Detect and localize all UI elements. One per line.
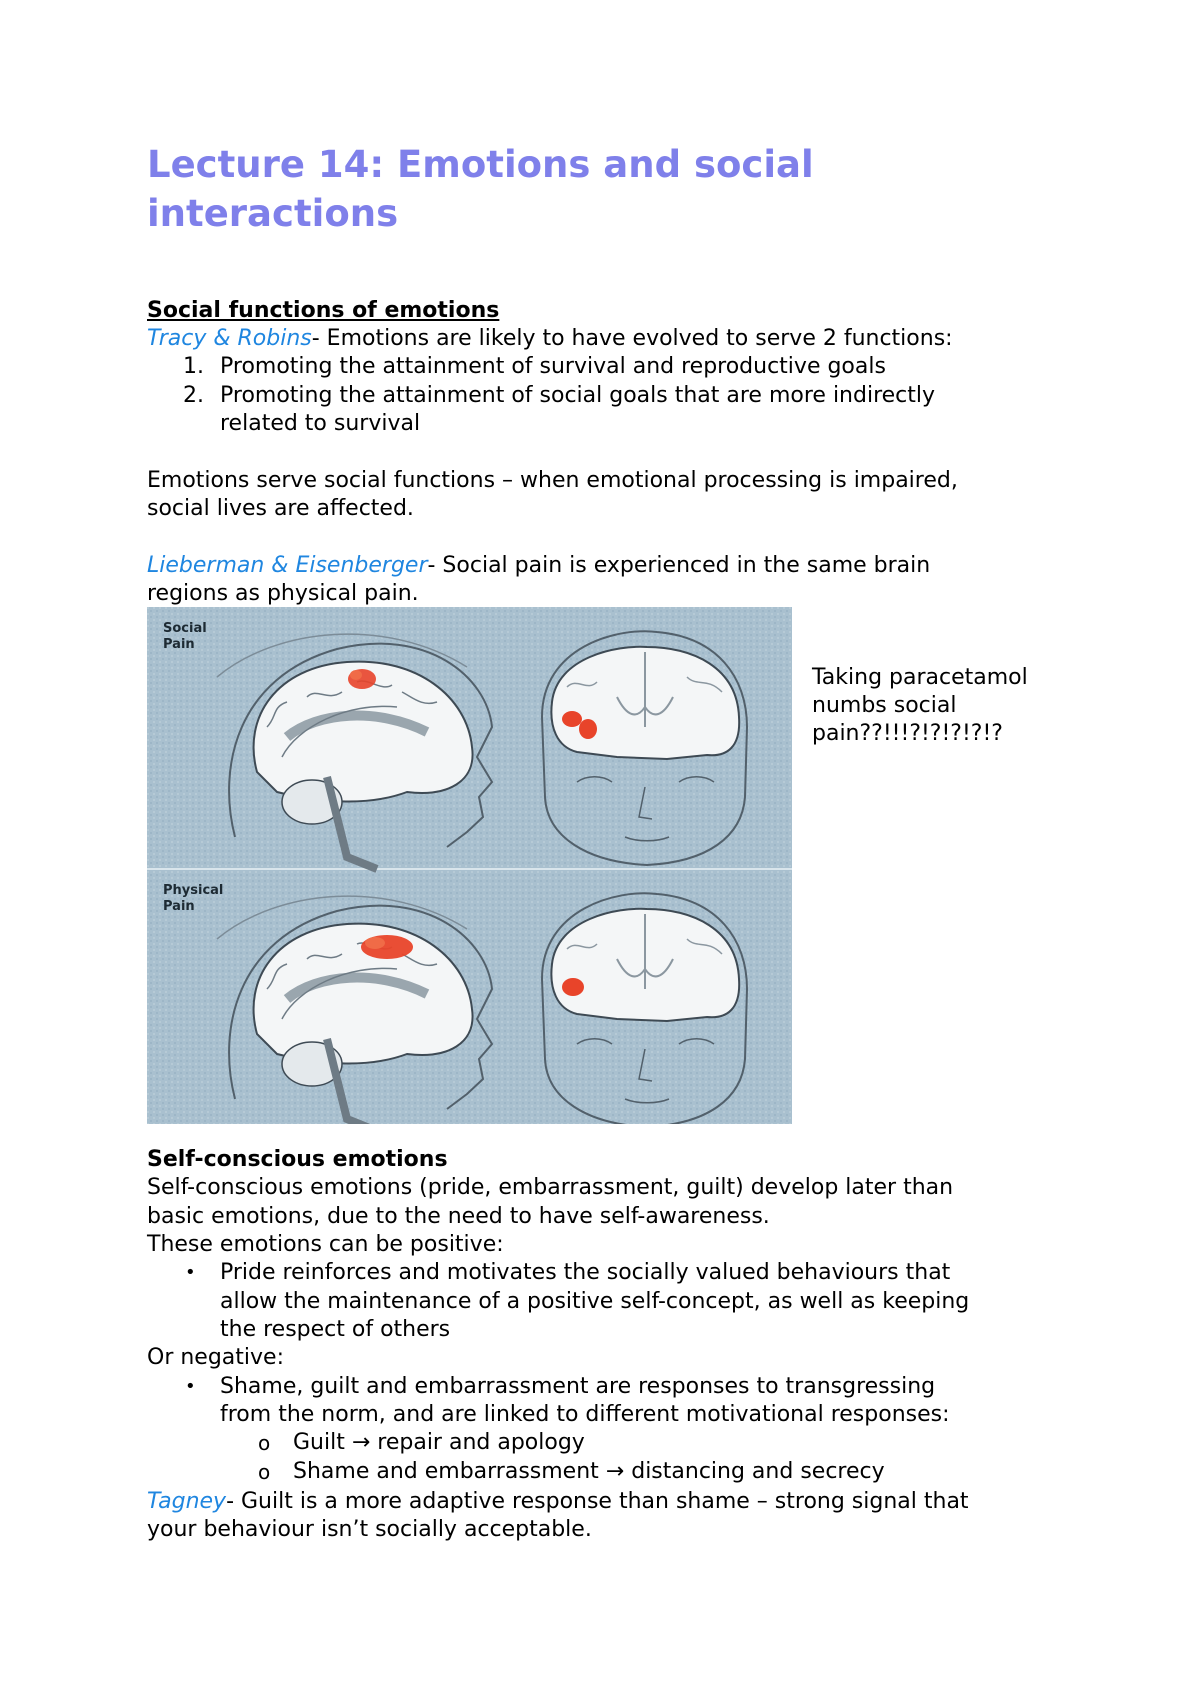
paragraph-social-functions-2: social lives are affected. <box>147 496 414 521</box>
citation-tagney: Tagney <box>147 1489 227 1514</box>
self-conscious-p1-l1: Self-conscious emotions (pride, embarrassment, guilt) develop later than <box>147 1175 954 1200</box>
side-note <box>812 664 1028 748</box>
section-heading-social-functions: Social functions of emotions <box>147 298 500 323</box>
self-conscious-p2: These emotions can be positive: <box>147 1232 504 1257</box>
bullet-icon: • <box>185 1376 196 1397</box>
sub-bullet-shame-a: Shame and embarrassment <box>293 1459 599 1484</box>
arrow-right-icon: → <box>605 1459 625 1484</box>
sub-bullet-shame <box>293 1458 885 1486</box>
sub-bullet-guilt-b: repair and apology <box>377 1430 585 1455</box>
bullet-shame-l2: from the norm, and are linked to different motivational responses: <box>220 1402 950 1427</box>
lieberman-text-cont: regions as physical pain. <box>147 581 419 606</box>
list-number-1: 1. <box>183 354 204 379</box>
sub-bullet-icon: o <box>258 1460 271 1484</box>
label-social-line1: Social <box>163 621 207 636</box>
side-note-line3: pain??!!!?!?!?!?!? <box>812 721 1003 746</box>
sub-bullet-guilt-a: Guilt <box>293 1430 345 1455</box>
sub-bullet-shame-b: distancing and secrecy <box>631 1459 885 1484</box>
sub-bullet-guilt <box>293 1429 585 1457</box>
self-conscious-p3: Or negative: <box>147 1345 284 1370</box>
citation-lieberman-eisenberger: Lieberman & Eisenberger <box>147 553 428 578</box>
tracy-robins-line <box>147 325 953 353</box>
list-item-2: Promoting the attainment of social goals that are more indirectly <box>220 383 936 408</box>
lieberman-text: - Social pain is experienced in the same brain <box>427 553 931 578</box>
side-note-line1: Taking paracetamol <box>812 665 1028 690</box>
section-heading-self-conscious: Self-conscious emotions <box>147 1147 448 1172</box>
bullet-pride-l3: the respect of others <box>220 1317 451 1342</box>
arrow-right-icon: → <box>351 1430 371 1455</box>
citation-tracy-robins: Tracy & Robins <box>147 326 312 351</box>
bullet-pride-l2: allow the maintenance of a positive self-concept, as well as keeping <box>220 1289 970 1314</box>
label-physical-line2: Pain <box>163 899 195 914</box>
tagney-line <box>147 1488 969 1516</box>
list-item-2-cont: related to survival <box>220 411 421 436</box>
label-social-line2: Pain <box>163 637 195 652</box>
self-conscious-p1-l2: basic emotions, due to the need to have self-awareness. <box>147 1204 770 1229</box>
tagney-text-cont: your behaviour isn’t socially acceptable. <box>147 1517 592 1542</box>
bullet-pride-l1: Pride reinforces and motivates the socially valued behaviours that <box>220 1260 951 1285</box>
list-item-1: Promoting the attainment of survival and reproductive goals <box>220 354 886 379</box>
tagney-text: - Guilt is a more adaptive response than shame – strong signal that <box>226 1489 969 1514</box>
paragraph-social-functions-1: Emotions serve social functions – when emotional processing is impaired, <box>147 468 958 493</box>
sub-bullet-icon: o <box>258 1431 271 1455</box>
bullet-icon: • <box>185 1262 196 1283</box>
label-physical-line1: Physical <box>163 883 224 898</box>
side-note-line2: numbs social <box>812 693 957 718</box>
bullet-shame-l1: Shame, guilt and embarrassment are responses to transgressing <box>220 1374 936 1399</box>
lieberman-line <box>147 552 930 580</box>
page-title: Lecture 14: Emotions and social interactions <box>147 143 814 235</box>
list-number-2: 2. <box>183 383 204 408</box>
brain-pain-figure <box>147 607 792 1124</box>
tracy-robins-text: - Emotions are likely to have evolved to serve 2 functions: <box>311 326 953 351</box>
